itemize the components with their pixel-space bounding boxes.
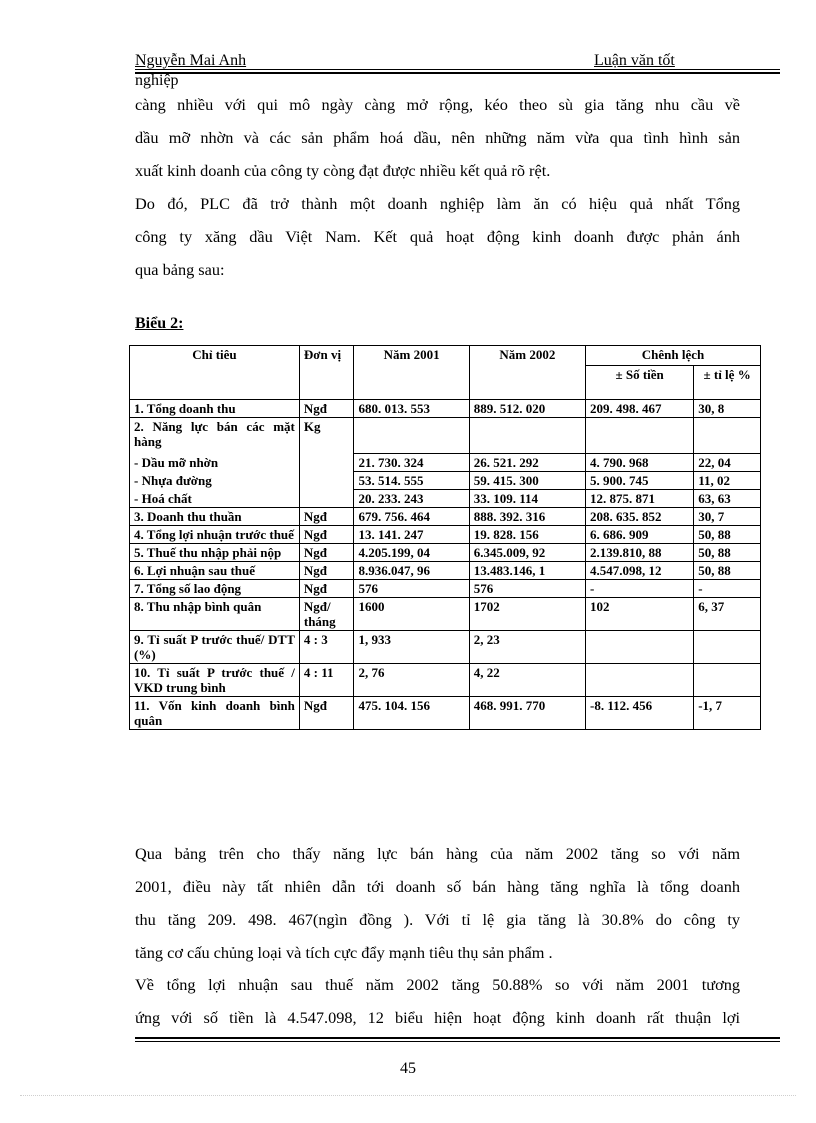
row-2002: 33. 109. 114	[469, 490, 585, 508]
row-2002: 889. 512. 020	[469, 400, 585, 418]
row-amount: 102	[586, 598, 694, 631]
header-rule-thick	[135, 72, 780, 74]
table-row	[130, 490, 761, 508]
row-2002: 59. 415. 300	[469, 472, 585, 490]
table-row	[130, 697, 761, 730]
paragraph-4	[135, 968, 740, 1034]
table-row	[130, 544, 761, 562]
header-criteria: Chỉ tiêu	[130, 346, 300, 400]
text-line: tăng cơ cấu chủng loại và tích cực đẩy mạnh tiêu thụ sản phẩm .	[135, 943, 553, 962]
text-line: Qua bảng trên cho thấy năng lực bán hàng của năm 2002 tăng so với năm	[135, 844, 740, 863]
row-2002: 6.345.009, 92	[469, 544, 585, 562]
row-rate: 11, 02	[694, 472, 761, 490]
row-2001: 2, 76	[354, 664, 469, 697]
row-2001: 20. 233. 243	[354, 490, 469, 508]
row-label: 10. Tỉ suất P trước thuế / VKD trung bình	[130, 664, 300, 697]
row-amount: -	[586, 580, 694, 598]
row-label: 6. Lợi nhuận sau thuế	[130, 562, 300, 580]
row-2002: 1702	[469, 598, 585, 631]
row-2002: 19. 828. 156	[469, 526, 585, 544]
header-unit: Đơn vị	[299, 346, 354, 400]
row-unit: Ngđ	[299, 508, 354, 526]
text-line: càng nhiều với qui mô ngày càng mở rộng, kéo theo sù gia tăng nhu cầu về	[135, 95, 740, 114]
row-label: 8. Thu nhập bình quân	[130, 598, 300, 631]
text-line: Về tổng lợi nhuận sau thuế năm 2002 tăng 50.88% so với năm 2001 tương	[135, 975, 740, 994]
row-amount: 6. 686. 909	[586, 526, 694, 544]
header-diff-amount: ± Số tiền	[586, 366, 694, 400]
text-line: ứng với số tiền là 4.547.098, 12 biểu hiện hoạt động kinh doanh rất thuận lợi	[135, 1008, 740, 1027]
row-2002: 2, 23	[469, 631, 585, 664]
row-amount: 2.139.810, 88	[586, 544, 694, 562]
paragraph-3	[135, 837, 740, 969]
row-rate: 50, 88	[694, 562, 761, 580]
text-line: xuất kinh doanh của công ty còng đạt được nhiều kết quả rõ rệt.	[135, 161, 551, 180]
text-line: 2001, điều này tất nhiên dẫn tới doanh số bán hàng tăng nghĩa là tổng doanh	[135, 877, 740, 896]
row-rate	[694, 631, 761, 664]
text-line: Do đó, PLC đã trở thành một doanh nghiệp làm ăn có hiệu quả nhất Tổng	[135, 194, 740, 213]
row-amount: 209. 498. 467	[586, 400, 694, 418]
row-unit: Ngđ	[299, 544, 354, 562]
row-label: 2. Năng lực bán các mặt hàng	[130, 418, 300, 454]
row-rate: 6, 37	[694, 598, 761, 631]
row-2001: 8.936.047, 96	[354, 562, 469, 580]
row-unit: 4 : 3	[299, 631, 354, 664]
row-unit: Ngđ	[299, 400, 354, 418]
header-rule-thin	[135, 69, 780, 70]
row-unit: Ngđ/ tháng	[299, 598, 354, 631]
table-caption: Biểu 2:	[135, 315, 184, 332]
text-line: qua bảng sau:	[135, 260, 225, 279]
row-2001: 576	[354, 580, 469, 598]
row-2001: 53. 514. 555	[354, 472, 469, 490]
row-rate: 30, 7	[694, 508, 761, 526]
row-label: 9. Tỉ suất P trước thuế/ DTT (%)	[130, 631, 300, 664]
row-unit: Ngđ	[299, 526, 354, 544]
table-row	[130, 580, 761, 598]
row-2001: 1600	[354, 598, 469, 631]
row-unit: 4 : 11	[299, 664, 354, 697]
row-unit: Ngđ	[299, 580, 354, 598]
table-row	[130, 508, 761, 526]
footer-rule-thick	[135, 1037, 780, 1039]
row-2002: 468. 991. 770	[469, 697, 585, 730]
table-row	[130, 664, 761, 697]
row-label: 7. Tổng số lao động	[130, 580, 300, 598]
header-2001: Năm 2001	[354, 346, 469, 400]
row-unit: Ngđ	[299, 697, 354, 730]
header-difference: Chênh lệch	[586, 346, 761, 366]
row-unit: Kg	[299, 418, 354, 508]
header-row	[130, 346, 761, 366]
row-2001: 21. 730. 324	[354, 454, 469, 472]
table-row	[130, 598, 761, 631]
footer-rule-thin	[135, 1041, 780, 1042]
table-row	[130, 400, 761, 418]
row-2001: 4.205.199, 04	[354, 544, 469, 562]
row-2002: 26. 521. 292	[469, 454, 585, 472]
row-label: 4. Tổng lợi nhuận trước thuế	[130, 526, 300, 544]
row-label: 3. Doanh thu thuần	[130, 508, 300, 526]
row-amount: 5. 900. 745	[586, 472, 694, 490]
row-rate	[694, 664, 761, 697]
table-row	[130, 562, 761, 580]
table-row	[130, 631, 761, 664]
row-rate: 50, 88	[694, 544, 761, 562]
row-label: 11. Vốn kinh doanh bình quân	[130, 697, 300, 730]
table-row	[130, 418, 761, 454]
row-2002: 888. 392. 316	[469, 508, 585, 526]
page-bottom-dotted-line	[20, 1095, 796, 1096]
row-label: - Hoá chất	[130, 490, 300, 508]
row-2002: 4, 22	[469, 664, 585, 697]
row-2001: 679. 756. 464	[354, 508, 469, 526]
text-line: dầu mỡ nhờn và các sản phẩm hoá dầu, nên những năm vừa qua tình hình sản	[135, 128, 740, 147]
row-2002: 13.483.146, 1	[469, 562, 585, 580]
page-number: 45	[400, 1060, 416, 1077]
table-row	[130, 472, 761, 490]
row-label: - Dầu mỡ nhờn	[130, 454, 300, 472]
row-amount	[586, 631, 694, 664]
header-diff-rate: ± tỉ lệ %	[694, 366, 761, 400]
table-row	[130, 454, 761, 472]
row-amount: 12. 875. 871	[586, 490, 694, 508]
row-label: 5. Thuế thu nhập phải nộp	[130, 544, 300, 562]
row-rate: -1, 7	[694, 697, 761, 730]
row-amount: 4.547.098, 12	[586, 562, 694, 580]
row-2001: 475. 104. 156	[354, 697, 469, 730]
text-line: công ty xăng dầu Việt Nam. Kết quả hoạt động kinh doanh được phản ánh	[135, 227, 740, 246]
text-line: thu tăng 209. 498. 467(ngìn đồng ). Với tỉ lệ gia tăng là 30.8% do công ty	[135, 910, 740, 929]
business-results-table	[129, 345, 761, 730]
row-rate: 50, 88	[694, 526, 761, 544]
row-2002: 576	[469, 580, 585, 598]
row-label: - Nhựa đường	[130, 472, 300, 490]
row-2001: 13. 141. 247	[354, 526, 469, 544]
header-2002: Năm 2002	[469, 346, 585, 400]
row-unit: Ngđ	[299, 562, 354, 580]
row-rate: 63, 63	[694, 490, 761, 508]
row-amount: 4. 790. 968	[586, 454, 694, 472]
header-author: Nguyễn Mai Anh	[135, 52, 247, 69]
paragraph-2	[135, 187, 740, 286]
row-rate: 30, 8	[694, 400, 761, 418]
paragraph-1	[135, 88, 740, 187]
table-row	[130, 526, 761, 544]
row-amount: -8. 112. 456	[586, 697, 694, 730]
header-title: Luận văn tốt	[594, 52, 675, 69]
row-rate: -	[694, 580, 761, 598]
row-rate: 22, 04	[694, 454, 761, 472]
row-label: 1. Tổng doanh thu	[130, 400, 300, 418]
row-2001: 1, 933	[354, 631, 469, 664]
header-title-continued: nghiệp	[135, 72, 179, 89]
row-amount	[586, 664, 694, 697]
row-amount: 208. 635. 852	[586, 508, 694, 526]
row-2001: 680. 013. 553	[354, 400, 469, 418]
